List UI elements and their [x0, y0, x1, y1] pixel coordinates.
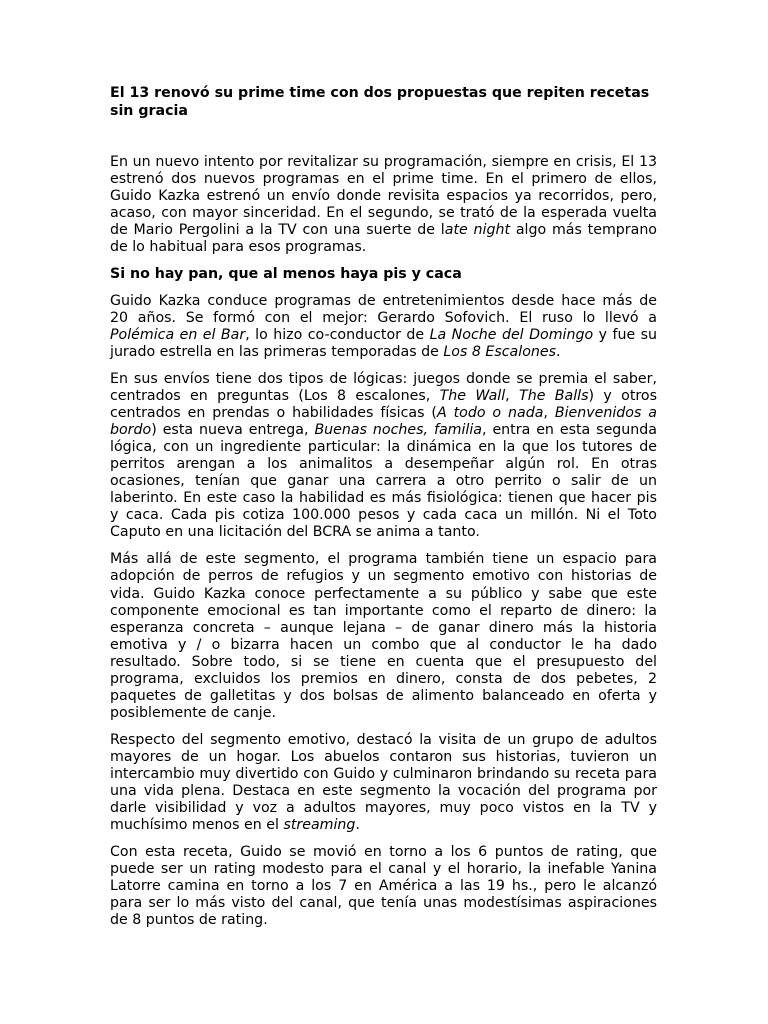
italic-run: ate night: [444, 222, 511, 239]
italic-run: The Balls: [519, 388, 589, 405]
text-run: ) y otros centrados en prendas o habilidades físicas (: [110, 388, 657, 422]
paragraph-rating: Con esta receta, Guido se movió en torno a los 6 puntos de rating, que puede ser un rating modesto para el canal y el horario, la inefable Yanina Latorre camina en torno a los 7 en América a las 19 hs., pero le alcanzó para ser lo más visto del canal, que tenía unas modestísimas aspiraciones de 8 puntos de rating.: [110, 844, 657, 929]
paragraph-emotive-segment: [110, 732, 657, 834]
text-run: , entra en esta segunda lógica, con un ingrediente particular: la dinámica en la que los tutores de perritos arengan a los animalitos a desempeñar algún rol. En otras ocasiones, tenían que ganar una carrera a otro perrito o salir de un laberinto. En este caso la habilidad es más fisiológica: tienen que hacer pis y caca. Cada pis cotiza 100.000 pesos y cada caca un millón. Ni el Toto Caputo en una licitación del BCRA se anima a tanto.: [110, 422, 657, 541]
text-run: ,: [505, 388, 520, 405]
text-run: y fue su jurado estrella en las primeras temporadas de: [110, 326, 658, 360]
italic-run: Polémica en el Bar: [110, 326, 246, 343]
text-run: , lo hizo co-conductor de: [245, 326, 430, 343]
italic-run: streaming: [283, 817, 356, 834]
italic-run: Buenas noches, familia: [314, 422, 482, 439]
text-run: En un nuevo intento por revitalizar su programación, siempre en crisis, El 13 estrenó dos nuevos programas en el prime time. En el primero de ellos, Guido Kazka estrenó un envío donde revisita espacios ya recorridos, pero, acaso, con mayor sinceridad. En el segundo, se trató de la esperada vuelta de Mario Pergolini a la TV con una suerte de l: [110, 154, 657, 239]
section-subheading: Si no hay pan, que al menos haya pis y caca: [110, 266, 462, 283]
text-run: Guido Kazka conduce programas de entretenimientos desde hace más de 20 años. Se formó con el mejor: Gerardo Sofovich. El ruso lo llevó a: [110, 292, 657, 326]
text-run: .: [555, 343, 561, 360]
italic-run: La Noche del Domingo: [429, 326, 594, 343]
text-run: algo más temprano de lo habitual para esos programas.: [110, 222, 657, 256]
article-body: [110, 154, 657, 939]
italic-run: Bienvenidos a bordo: [110, 405, 657, 439]
text-run: ,: [543, 405, 555, 422]
paragraph-show-logics: [110, 371, 657, 541]
text-run: En sus envíos tiene dos tipos de lógicas: juegos donde se premia el saber, centrados en preguntas (Los 8 escalones,: [110, 370, 657, 405]
italic-run: A todo o nada: [436, 405, 544, 422]
paragraph-intro: [110, 154, 657, 256]
paragraph-kazka-career: [110, 293, 657, 361]
paragraph-adoption-segment: Más allá de este segmento, el programa también tiene un espacio para adopción de perros de refugios y un segmento emotivo con historias de vida. Guido Kazka conoce perfectamente a su público y sabe que este componente emocional es tan importante como el reparto de dinero: la esperanza concreta – aunque lejana – de ganar dinero más la historia emotiva y / o bizarra hacen un combo que al conductor le ha dado resultado. Sobre todo, si se tiene en cuenta que el presupuesto del programa, excluidos los premios en dinero, consta de dos pebetes, 2 paquetes de galletitas y dos bolsas de alimento balanceado en oferta y posiblemente de canje.: [110, 551, 657, 721]
italic-run: Los 8 Escalones: [443, 343, 556, 360]
text-run: .: [355, 817, 360, 834]
italic-run: The Wall: [439, 388, 506, 405]
text-run: ) esta nueva entrega,: [151, 422, 315, 439]
article-title: El 13 renovó su prime time con dos propuestas que repiten recetas sin gracia: [110, 85, 650, 119]
text-run: Respecto del segmento emotivo, destacó la visita de un grupo de adultos mayores de un hogar. Los abuelos contaron sus historias, tuvieron un intercambio muy divertido con Guido y culminaron brindando su receta para una vida plena. Destaca en este segmento la vocación del programa por darle visibilidad y voz a adultos mayores, muy poco vistos en la TV y muchísimo menos en el: [110, 731, 657, 834]
